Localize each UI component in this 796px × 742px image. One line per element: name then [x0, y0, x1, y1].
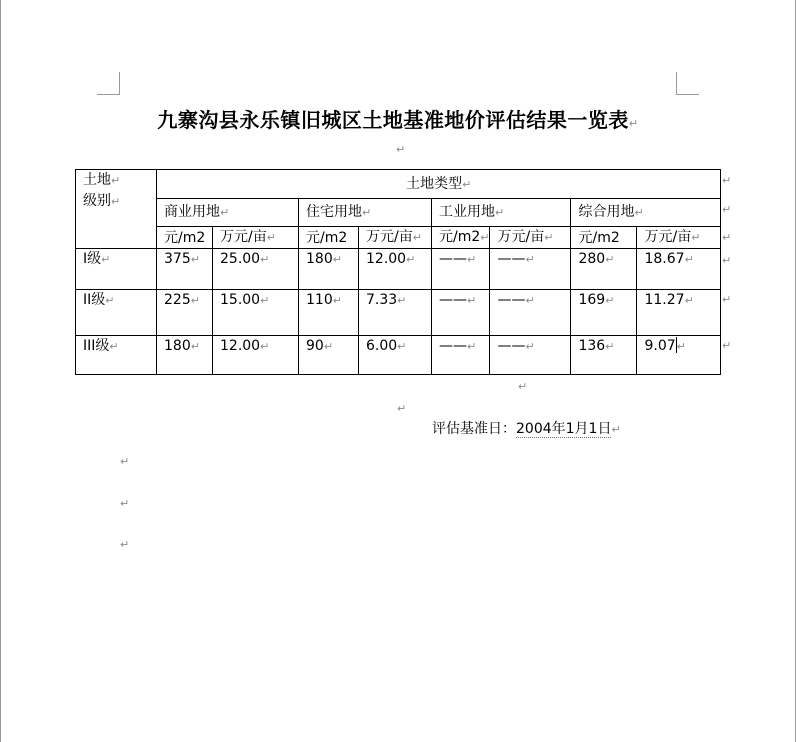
paragraph-mark-icon: ↵ [605, 340, 615, 353]
paragraph-mark-icon: ↵ [190, 253, 200, 266]
value-text: 11.27 [644, 292, 685, 308]
paragraph-mark-icon: ↵ [190, 294, 200, 307]
value-text: 225 [164, 292, 191, 308]
paragraph-mark-icon: ↵ [605, 294, 615, 307]
paragraph-mark-icon: ↵ [684, 294, 694, 307]
value-cell[interactable] [157, 290, 213, 336]
value-text: 9.07 [644, 338, 676, 354]
value-cell[interactable] [432, 336, 490, 375]
paragraph-mark-icon: ↵ [190, 340, 200, 353]
valuation-date-value: 2004年1月1日 [516, 421, 612, 437]
value-text: 7.33 [366, 292, 398, 308]
value-text: 12.00 [220, 338, 261, 354]
level-label: I级 [83, 251, 102, 267]
paragraph-mark-icon: ↵ [120, 455, 130, 468]
category-cell-mixed[interactable] [571, 199, 721, 227]
paragraph-mark-icon: ↵ [362, 206, 372, 219]
value-cell[interactable] [157, 336, 213, 375]
value-cell[interactable] [571, 336, 637, 375]
paragraph-mark-icon: ↵ [105, 294, 115, 307]
value-text: 110 [306, 292, 333, 308]
unit-cell[interactable] [359, 227, 432, 249]
land-price-table[interactable] [75, 169, 721, 375]
category-cell-industrial[interactable] [432, 199, 571, 227]
value-cell[interactable] [359, 336, 432, 375]
value-cell[interactable] [299, 249, 359, 290]
paragraph-mark-icon: ↵ [260, 340, 270, 353]
unit-cell[interactable] [571, 227, 637, 249]
value-cell[interactable] [157, 249, 213, 290]
paragraph-mark-icon: ↵ [323, 340, 334, 353]
paragraph-mark-icon: ↵ [634, 206, 644, 219]
table-row [76, 249, 721, 290]
category-label: 工业用地 [439, 204, 495, 220]
document-title-text: 九寨沟县永乐镇旧城区土地基准地价评估结果一览表 [157, 108, 629, 132]
row-end-mark-icon: ↵ [722, 339, 732, 352]
category-label: 综合用地 [578, 204, 635, 220]
paragraph-mark-icon: ↵ [109, 340, 119, 353]
value-text: —— [439, 292, 467, 308]
value-cell[interactable] [637, 336, 721, 375]
corner-header-cell[interactable] [76, 170, 157, 249]
paragraph-mark-icon: ↵ [495, 206, 505, 219]
value-cell[interactable] [490, 336, 571, 375]
paragraph-mark-icon: ↵ [332, 294, 342, 307]
paragraph-mark-icon: ↵ [101, 253, 111, 266]
value-text: 180 [164, 338, 191, 354]
paragraph-mark-icon: ↵ [406, 253, 416, 266]
value-text: —— [439, 338, 467, 354]
value-cell[interactable] [490, 290, 571, 336]
paragraph-mark-icon: ↵ [684, 253, 694, 266]
value-text: 25.00 [220, 251, 261, 267]
category-cell-commercial[interactable] [157, 199, 299, 227]
unit-label: 元/m2 [164, 229, 206, 246]
value-cell[interactable] [571, 249, 637, 290]
row-end-mark-icon: ↵ [722, 203, 732, 216]
unit-cell[interactable] [490, 227, 571, 249]
value-cell[interactable] [213, 336, 299, 375]
value-text: 180 [306, 251, 333, 267]
value-text: —— [497, 338, 526, 354]
category-label: 商业用地 [164, 204, 220, 220]
unit-cell[interactable] [213, 227, 299, 249]
paragraph-mark-icon: ↵ [676, 340, 686, 353]
unit-label: 元/m2 [578, 229, 620, 246]
value-text: 90 [306, 338, 324, 354]
land-type-header: 土地类型 [406, 175, 463, 192]
paragraph-mark-icon: ↵ [691, 231, 701, 244]
level-cell[interactable] [76, 249, 157, 290]
paragraph-mark-icon: ↵ [332, 253, 342, 266]
row-end-mark-icon: ↵ [722, 174, 732, 187]
paragraph-mark-icon: ↵ [111, 195, 121, 208]
value-text: 169 [578, 292, 606, 308]
paragraph-mark-icon: ↵ [260, 253, 270, 266]
unit-label: 元/m2 [306, 229, 348, 246]
paragraph-mark-icon: ↵ [480, 231, 490, 244]
paragraph-mark-icon: ↵ [260, 294, 270, 307]
paragraph-mark-icon: ↵ [396, 143, 406, 156]
valuation-date-label: 评估基准日： [432, 421, 516, 437]
paragraph-mark-icon: ↵ [525, 253, 535, 266]
unit-cell[interactable] [432, 227, 490, 249]
value-text: 18.67 [644, 251, 685, 267]
paragraph-mark-icon: ↵ [397, 294, 407, 307]
table-row [76, 290, 721, 336]
row-end-mark-icon: ↵ [722, 254, 732, 267]
paragraph-mark-icon: ↵ [611, 423, 621, 436]
level-cell[interactable] [76, 336, 157, 375]
unit-label: 元/m2 [439, 229, 481, 245]
value-cell[interactable] [432, 249, 490, 290]
paragraph-mark-icon: ↵ [525, 340, 535, 353]
value-cell[interactable] [637, 249, 721, 290]
margin-corner-top-right [676, 72, 699, 95]
paragraph-mark-icon: ↵ [525, 294, 535, 307]
paragraph-mark-icon: ↵ [397, 402, 407, 415]
paragraph-mark-icon: ↵ [628, 117, 639, 130]
value-text: 375 [164, 251, 191, 267]
row-end-mark-icon: ↵ [722, 231, 732, 244]
category-cell-residential[interactable] [299, 199, 432, 227]
unit-label: 万元/亩 [366, 229, 413, 245]
level-label: II级 [83, 292, 106, 308]
paragraph-mark-icon: ↵ [462, 177, 472, 191]
paragraph-mark-icon: ↵ [544, 231, 554, 244]
document-title[interactable] [0, 104, 796, 133]
paragraph-mark-icon: ↵ [111, 174, 121, 187]
unit-label: 万元/亩 [497, 229, 545, 245]
paragraph-mark-icon: ↵ [467, 253, 477, 266]
paragraph-mark-icon: ↵ [220, 206, 230, 219]
value-cell[interactable] [359, 290, 432, 336]
value-text: 6.00 [366, 338, 398, 354]
valuation-date-line[interactable] [432, 418, 621, 438]
corner-header-line-1: 土地 [83, 172, 111, 188]
value-text: 136 [578, 338, 606, 354]
paragraph-mark-icon: ↵ [120, 497, 130, 510]
unit-label: 万元/亩 [220, 229, 267, 245]
value-cell[interactable] [213, 290, 299, 336]
paragraph-mark-icon: ↵ [467, 340, 477, 353]
value-text: —— [497, 292, 526, 308]
land-type-header-cell[interactable] [157, 170, 721, 199]
unit-label: 万元/亩 [644, 229, 692, 245]
unit-cell[interactable] [299, 227, 359, 249]
level-label: III级 [83, 338, 110, 354]
margin-corner-top-left [97, 72, 120, 95]
paragraph-mark-icon: ↵ [467, 294, 477, 307]
paragraph-mark-icon: ↵ [120, 538, 130, 551]
value-text: 12.00 [366, 251, 407, 267]
unit-cell[interactable] [157, 227, 213, 249]
value-cell[interactable] [432, 290, 490, 336]
paragraph-mark-icon: ↵ [412, 231, 422, 244]
unit-cell[interactable] [637, 227, 721, 249]
paragraph-mark-icon: ↵ [605, 253, 615, 266]
value-cell[interactable] [571, 290, 637, 336]
value-text: 15.00 [220, 292, 261, 308]
value-text: —— [497, 251, 526, 267]
corner-header-line-2: 级别 [83, 193, 111, 209]
row-end-mark-icon: ↵ [722, 293, 732, 306]
paragraph-mark-icon: ↵ [266, 231, 276, 244]
paragraph-mark-icon: ↵ [397, 340, 407, 353]
value-cell[interactable] [637, 290, 721, 336]
value-cell[interactable] [490, 249, 571, 290]
value-text: —— [439, 251, 467, 267]
value-text: 280 [578, 251, 606, 267]
value-cell[interactable] [359, 249, 432, 290]
category-label: 住宅用地 [306, 204, 362, 220]
table-row [76, 336, 721, 375]
value-cell[interactable] [299, 336, 359, 375]
value-cell[interactable] [299, 290, 359, 336]
level-cell[interactable] [76, 290, 157, 336]
paragraph-mark-icon: ↵ [518, 380, 528, 393]
value-cell[interactable] [213, 249, 299, 290]
